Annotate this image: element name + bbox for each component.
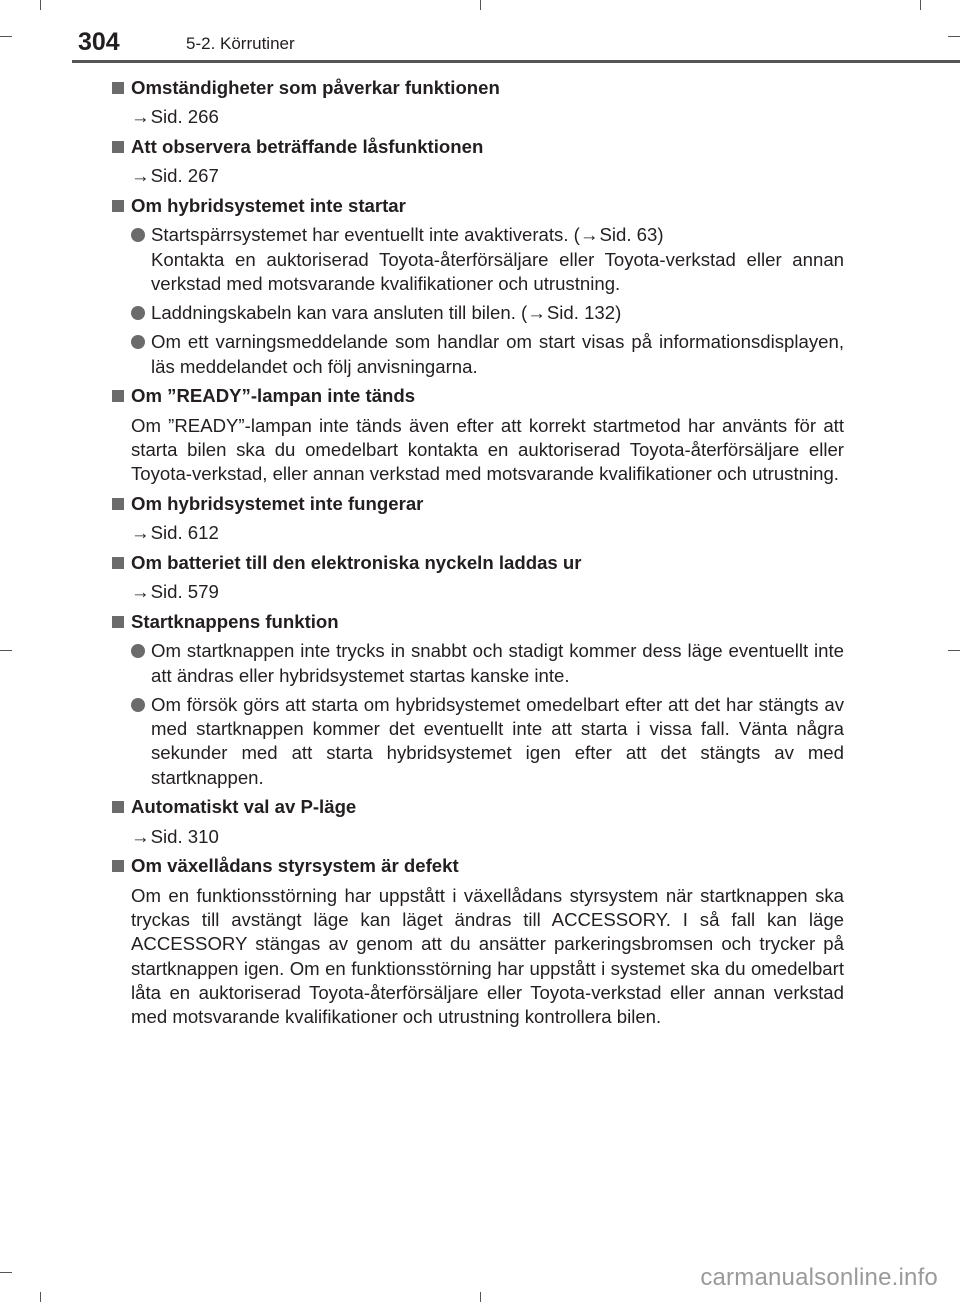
arrow-icon: → (579, 224, 599, 246)
square-bullet-icon (112, 616, 124, 628)
arrow-icon: → (131, 825, 150, 847)
round-bullet-icon (131, 698, 145, 712)
section-title: Att observera beträffande låsfunktionen (112, 135, 844, 159)
bullet-item: Om försök görs att starta om hybridsystemet omedelbart efter att det har stängts av med startknappen kommer det eventuellt inte att starta i vissa fall. Vänta några sekunder med att starta hybridsystemet igen efter att det stängts av med startknappen. (112, 693, 844, 790)
crop-mark (40, 1292, 41, 1302)
round-bullet-icon (131, 228, 145, 242)
arrow-icon: → (527, 302, 546, 324)
square-bullet-icon (112, 200, 124, 212)
section (112, 551, 844, 605)
round-bullet-icon (131, 644, 145, 658)
page-reference: →Sid. 310 (112, 825, 844, 849)
page-number: 304 (78, 28, 120, 56)
crop-mark (920, 0, 921, 10)
section (112, 795, 844, 849)
section-title: Om hybridsystemet inte startar (112, 194, 844, 218)
section-title: Om batteriet till den elektroniska nyckeln laddas ur (112, 551, 844, 575)
crop-mark (948, 650, 960, 651)
square-bullet-icon (112, 498, 124, 510)
round-bullet-icon (131, 335, 145, 349)
square-bullet-icon (112, 390, 124, 402)
section (112, 492, 844, 546)
round-bullet-icon (131, 306, 145, 320)
crop-mark (480, 0, 481, 10)
page-reference: →Sid. 579 (112, 580, 844, 604)
bullet-item: Om ett varningsmeddelande som handlar om start visas på informationsdisplayen, läs meddelandet och följ anvisningarna. (112, 330, 844, 379)
square-bullet-icon (112, 860, 124, 872)
crop-mark (480, 1292, 481, 1302)
bullet-item: Om startknappen inte trycks in snabbt och stadigt kommer dess läge eventuellt inte att ändras eller hybridsystemet startas kanske inte. (112, 639, 844, 688)
page-header (72, 22, 960, 66)
crop-mark (40, 0, 41, 10)
section-title: Om ”READY”-lampan inte tänds (112, 384, 844, 408)
section-title: Om hybridsystemet inte fungerar (112, 492, 844, 516)
section (112, 384, 844, 486)
arrow-icon: → (131, 581, 150, 603)
arrow-icon: → (131, 522, 150, 544)
header-rule (72, 60, 960, 63)
section-title: Automatiskt val av P-läge (112, 795, 844, 819)
section (112, 610, 844, 790)
arrow-icon: → (131, 106, 150, 128)
bullet-item: Laddningskabeln kan vara ansluten till bilen. (→Sid. 132) (112, 301, 844, 325)
square-bullet-icon (112, 801, 124, 813)
section-title: Startknappens funktion (112, 610, 844, 634)
chapter-title: 5-2. Körrutiner (186, 34, 295, 53)
square-bullet-icon (112, 557, 124, 569)
crop-mark (0, 36, 12, 37)
crop-mark (0, 650, 12, 651)
bullet-item: Startspärrsystemet har eventuellt inte avaktiverats. (→Sid. 63) Kontakta en auktoriserad Toyota-återförsäljare eller Toyota-verkstad eller annan verkstad med motsvarande kvalifikationer och utrustning. (112, 223, 844, 296)
square-bullet-icon (112, 82, 124, 94)
section-title: Om växellådans styrsystem är defekt (112, 854, 844, 878)
watermark[interactable]: carmanualsonline.info (700, 1264, 938, 1291)
page-reference: →Sid. 267 (112, 164, 844, 188)
crop-mark (0, 1272, 12, 1273)
page-content (112, 76, 844, 1035)
section-title: Omständigheter som påverkar funktionen (112, 76, 844, 100)
arrow-icon: → (131, 165, 150, 187)
paragraph: Om en funktionsstörning har uppstått i växellådans styrsystem när startknappen ska tryckas till avstängt läge kan läget ändras till ACCESSORY. I så fall kan läge ACCESSORY stängas av genom att du ansätter parkeringsbromsen och trycker på startknappen igen. Om en funktionsstörning har uppstått i systemet ska du omedelbart låta en auktoriserad Toyota-återförsäljare eller Toyota-verkstad eller annan verkstad med motsvarande kvalifikationer och utrustning kontrollera bilen. (131, 884, 844, 1028)
section (112, 194, 844, 379)
section (112, 135, 844, 189)
section (112, 854, 844, 1029)
paragraph: Om ”READY”-lampan inte tänds även efter att korrekt startmetod har använts för att starta bilen ska du omedelbart kontakta en auktoriserad Toyota-återförsäljare eller Toyota-verkstad, eller annan verkstad med motsvarande kvalifikationer och utrustning. (131, 414, 844, 485)
square-bullet-icon (112, 141, 124, 153)
section (112, 76, 844, 130)
page-reference: →Sid. 612 (112, 521, 844, 545)
page-reference: →Sid. 266 (112, 105, 844, 129)
